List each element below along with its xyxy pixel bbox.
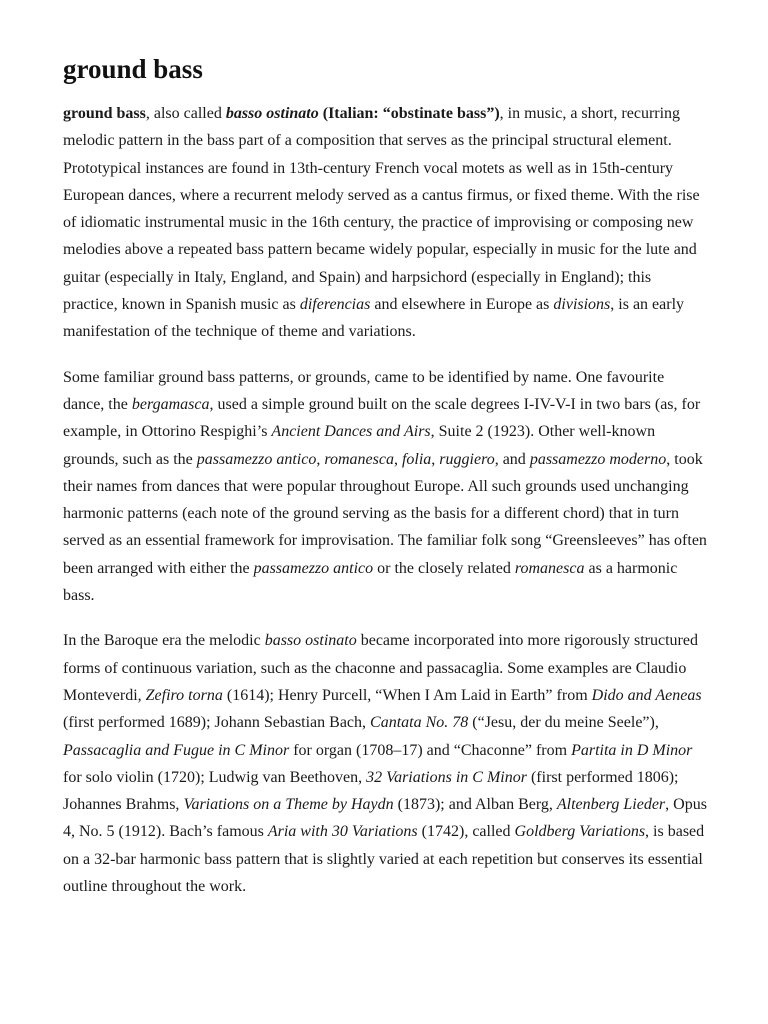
p3-seg: Partita in D Minor: [571, 741, 693, 759]
p3-seg: (“Jesu, der du meine Seele”),: [468, 714, 659, 732]
p3-seg: Goldberg Variations: [514, 823, 646, 841]
p1-seg: , is an early manifestation of the technique of theme and variations.: [63, 296, 685, 341]
p1-seg: diferencias: [299, 296, 371, 314]
p2-seg: ,: [431, 450, 440, 468]
p3-seg: , is based on a 32-bar harmonic bass pattern that is slightly varied at each repetition but conserves its essential outline throughout the work.: [63, 823, 705, 896]
p3-seg: Zefiro torna: [145, 686, 223, 704]
p2-seg: , and: [494, 450, 530, 468]
p2-seg: , used a simple ground built on the scale degrees I-IV-V-I in two bars (as, for example, in Ottorino Respighi’s: [63, 395, 701, 441]
p2-seg: bergamasca: [131, 395, 210, 413]
p1-seg: and elsewhere in Europe as: [370, 296, 554, 314]
paragraph-1: [63, 100, 708, 346]
article-title: ground bass: [63, 54, 203, 84]
p1-seg: basso ostinato: [225, 105, 319, 122]
p3-seg: Variations on a Theme by Haydn: [183, 796, 394, 814]
p1-seg: (Italian: “obstinate bass”): [318, 105, 500, 122]
p3-seg: for solo violin (1720); Ludwig van Beethoven,: [63, 768, 367, 786]
p3-seg: 32 Variations in C Minor: [366, 768, 527, 786]
p2-seg: folia: [401, 450, 432, 468]
p3-seg: (1614); Henry Purcell, “When I Am Laid in Earth” from: [222, 686, 592, 704]
p2-seg: passamezzo antico: [253, 559, 374, 577]
p1-seg: divisions: [553, 296, 611, 314]
p3-seg: Cantata No. 78: [370, 714, 469, 732]
p2-seg: romanesca: [324, 450, 394, 468]
p3-seg: Dido and Aeneas: [591, 686, 702, 704]
paragraph-2: [63, 364, 708, 610]
p3-seg: In the Baroque era the melodic: [63, 632, 265, 650]
p2-seg: ,: [316, 450, 325, 468]
p1-seg: , also called: [145, 105, 226, 122]
p3-seg: basso ostinato: [264, 632, 357, 650]
p3-seg: Altenberg Lieder: [556, 796, 666, 814]
p2-seg: passamezzo antico: [196, 450, 317, 468]
p3-seg: for organ (1708–17) and “Chaconne” from: [289, 741, 572, 759]
p1-seg: , in music, a short, recurring melodic pattern in the bass part of a composition that serves as the principal structural element. Prototypical instances are found in 13th-century French vocal motets as well as in 15th-century European dances, where a recurrent melody served as a cantus firmus, or fixed theme. With the rise of idiomatic instrumental music in the 16th century, the practice of improvising or composing new melodies above a repeated bass pattern became widely popular, especially in music for the lute and guitar (especially in Italy, England, and Spain) and harpsichord (especially in England); this practice, known in Spanish music as: [63, 105, 700, 314]
p3-seg: (first performed 1806); Johannes Brahms,: [63, 768, 679, 814]
p2-seg: , took their names from dances that were popular throughout Europe. All such grounds used unchanging harmonic patterns (each note of the ground serving as the basis for a different chord) that in turn served as an essential framework for improvisation. The familiar folk song “Greensleeves” has often been arranged with either the: [63, 450, 707, 577]
p3-seg: (1873); and Alban Berg,: [393, 796, 557, 814]
p2-seg: or the closely related: [373, 559, 515, 577]
p1-seg: ground bass: [63, 105, 146, 122]
p2-seg: Ancient Dances and Airs: [271, 423, 431, 441]
p2-seg: passamezzo moderno: [529, 450, 667, 468]
p3-seg: Aria with 30 Variations: [267, 823, 418, 841]
p2-seg: ruggiero: [439, 450, 495, 468]
p2-seg: Some familiar ground bass patterns, or grounds, came to be identified by name. One favourite dance, the: [63, 368, 665, 413]
p2-seg: romanesca: [514, 559, 585, 577]
p3-seg: (1742), called: [417, 823, 515, 841]
p2-seg: ,: [393, 450, 402, 468]
p3-seg: became incorporated into more rigorously structured forms of continuous variation, such as the chaconne and passacaglia. Some examples are Claudio Monteverdi,: [63, 632, 698, 704]
paragraph-3: [63, 627, 708, 900]
p2-seg: , Suite 2 (1923). Other well-known grounds, such as the: [63, 423, 656, 468]
p3-seg: Passacaglia and Fugue in C Minor: [63, 741, 290, 759]
p2-seg: as a harmonic bass.: [63, 559, 678, 605]
p3-seg: (first performed 1689); Johann Sebastian Bach,: [63, 714, 371, 732]
p3-seg: , Opus 4, No. 5 (1912). Bach’s famous: [63, 796, 707, 841]
article: [63, 50, 708, 918]
